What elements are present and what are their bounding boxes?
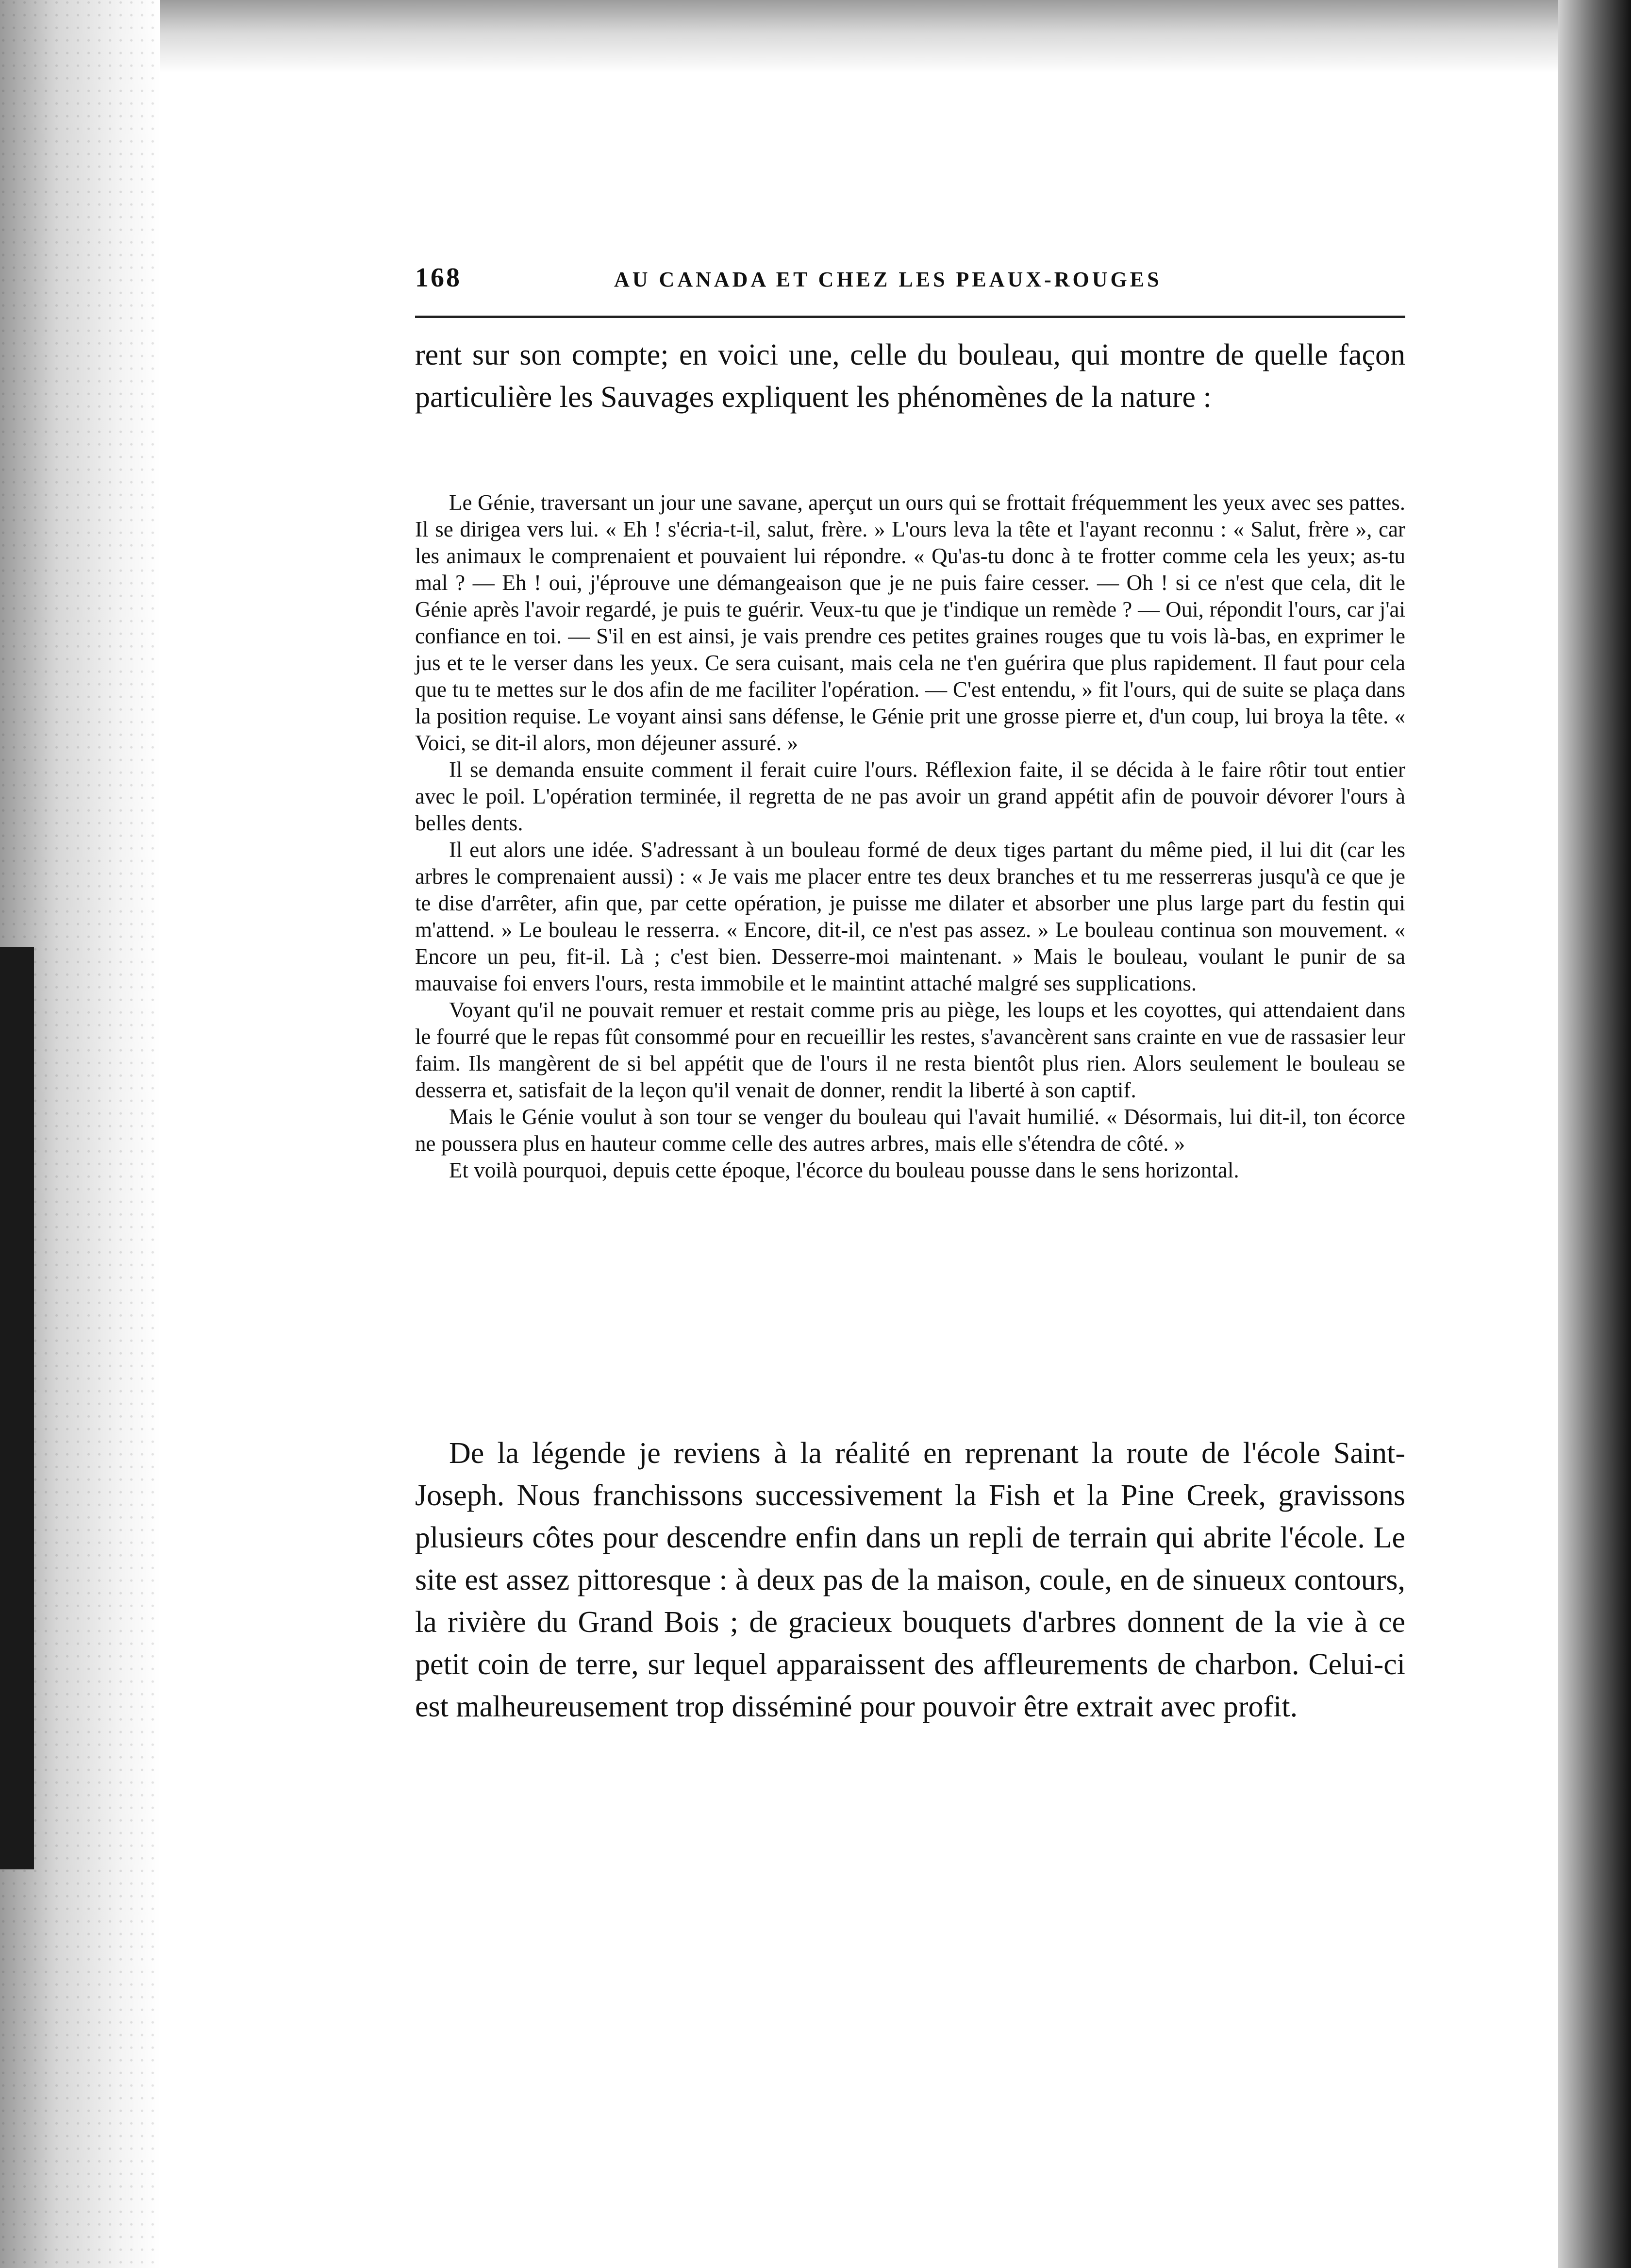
closing-paragraph-text: De la légende je reviens à la réalité en reprenant la route de l'école Saint-Joseph. Nous franchissons successivement la Fish et la Pine Creek, gravissons plusieurs côtes pour descendre enfin dans un repli de terrain qui abrite l'école. Le site est assez pittoresque : à deux pas de la maison, coule, en de sinueux contours, la rivière du Grand Bois ; de gracieux bouquets d'arbres donnent de la vie à ce petit coin de terre, sur lequel apparaissent des affleurements de charbon. Celui-ci est malheureusement trop disséminé pour pouvoir être extrait avec profit. — [415, 1437, 1405, 1723]
opening-paragraph-text: rent sur son compte; en voici une, celle du bouleau, qui montre de quelle façon particulière les Sauvages expliquent les phénomènes de la nature : — [415, 338, 1405, 414]
opening-paragraph — [415, 334, 1405, 419]
binding-shadow — [0, 947, 34, 1869]
page-number: 168 — [415, 263, 462, 293]
legend-paragraph: Il eut alors une idée. S'adressant à un bouleau formé de deux tiges partant du même pied, il lui dit (car les arbres le comprenaient aussi) : « Je vais me placer entre tes deux branches et tu me resserreras jusqu'à ce que je te dise d'arrêter, afin que, par cette opération, je puisse me dilater et absorber une plus large part du festin qui m'attend. » Le bouleau le resserra. « Encore, dit-il, ce n'est pas assez. » Le bouleau continua son mouvement. « Encore un peu, fit-il. Là ; c'est bien. Desserre-moi maintenant. » Mais le bouleau, voulant le punir de sa mauvaise foi envers l'ours, resta immobile et le maintint attaché malgré ses supplications. — [415, 838, 1405, 995]
legend-paragraph: Le Génie, traversant un jour une savane, aperçut un ours qui se frottait fréquemment les yeux avec ses pattes. Il se dirigea vers lui. « Eh ! s'écria-t-il, salut, frère. » L'ours leva la tête et l'ayant reconnu : « Salut, frère », car les animaux le comprenaient et pouvaient lui répondre. « Qu'as-tu donc à te frotter comme cela les yeux; as-tu mal ? — Eh ! oui, j'éprouve une démangeaison que je ne puis faire cesser. — Oh ! si ce n'est que cela, dit le Génie après l'avoir regardé, je puis te guérir. Veux-tu que je t'indique un remède ? — Oui, répondit l'ours, car j'ai confiance en toi. — S'il en est ainsi, je vais prendre ces petites graines rouges que tu vois là-bas, en exprimer le jus et te le verser dans les yeux. Ce sera cuisant, mais cela ne t'en guérira que plus rapidement. Il faut pour cela que tu te mettes sur le dos afin de me faciliter l'opération. — C'est entendu, » fit l'ours, qui de suite se plaça dans la position requise. Le voyant ainsi sans défense, le Génie prit une grosse pierre et, d'un coup, lui broya la tête. « Voici, se dit-il alors, mon déjeuner assuré. » — [415, 490, 1405, 755]
scan-shadow-top — [0, 0, 1631, 73]
book-page — [415, 252, 1405, 1723]
running-title: AU CANADA ET CHEZ LES PEAUX-ROUGES — [614, 268, 1162, 291]
scan-shadow-right — [1558, 0, 1631, 2268]
scan-shadow-left — [0, 0, 160, 2268]
legend-paragraph: Voyant qu'il ne pouvait remuer et restait comme pris au piège, les loups et les coyottes, qui attendaient dans le fourré que le repas fût consommé pour en recueillir les restes, s'avancèrent sans crainte en vue de rassasier leur faim. Ils mangèrent de si bel appétit que de l'ours il ne resta bientôt plus rien. Alors seulement le bouleau se desserra et, satisfait de la leçon qu'il venait de donner, rendit la liberté à son captif. — [415, 998, 1405, 1102]
header-rule — [415, 316, 1405, 318]
running-head — [415, 252, 1405, 301]
closing-paragraph — [415, 1432, 1405, 1728]
legend-block — [415, 489, 1405, 1184]
legend-paragraph: Et voilà pourquoi, depuis cette époque, l'écorce du bouleau pousse dans le sens horizontal. — [449, 1158, 1239, 1182]
legend-paragraph: Il se demanda ensuite comment il ferait cuire l'ours. Réflexion faite, il se décida à le faire rôtir tout entier avec le poil. L'opération terminée, il regretta de ne pas avoir un grand appétit afin de pouvoir dévorer l'ours à belles dents. — [415, 757, 1405, 835]
legend-paragraph: Mais le Génie voulut à son tour se venger du bouleau qui l'avait humilié. « Désormais, lui dit-il, ton écorce ne poussera plus en hauteur comme celle des autres arbres, mais elle s'étendra de côté. » — [415, 1105, 1405, 1156]
